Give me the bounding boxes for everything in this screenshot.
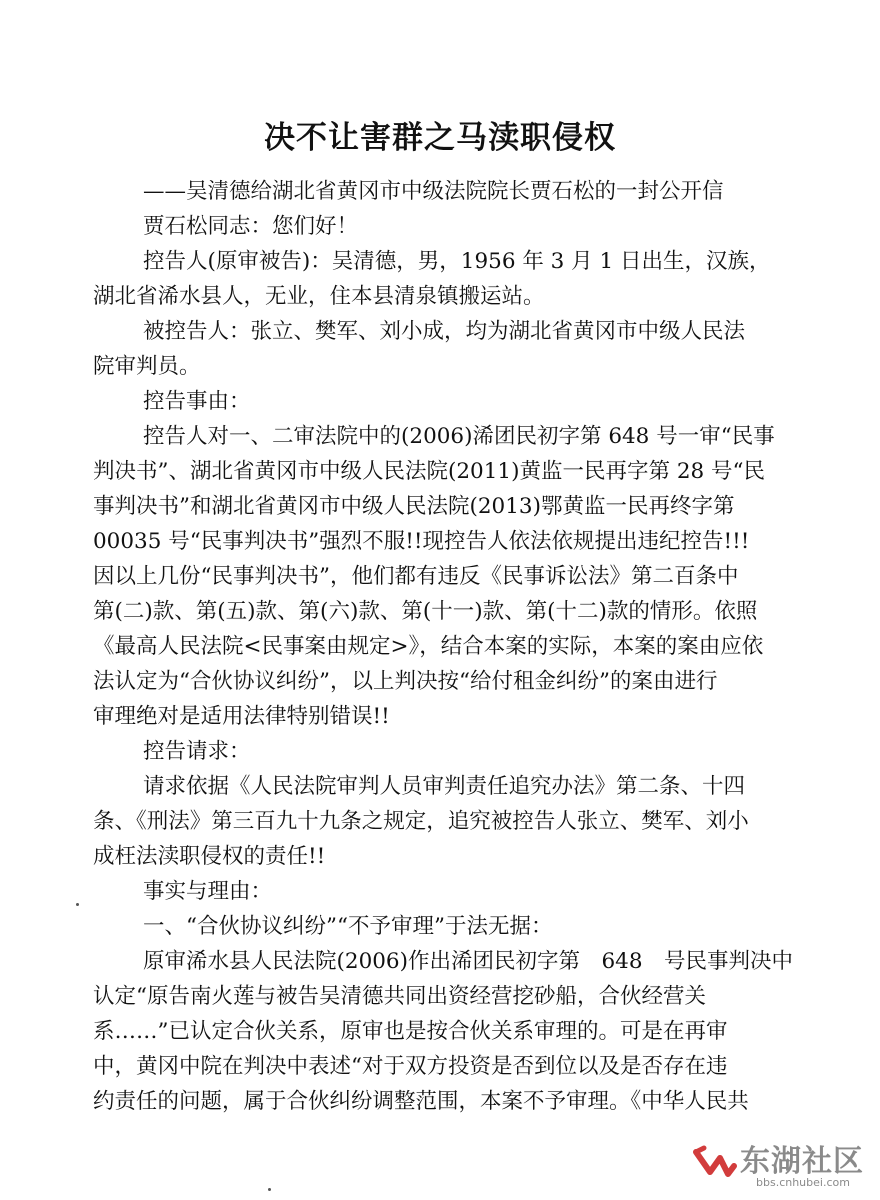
text-line: 因以上几份“民事判决书”，他们都有违反《民事诉讼法》第二百条中 — [93, 564, 739, 589]
text-line: 系……”已认定合伙关系，原审也是按合伙关系审理的。可是在再审 — [93, 1019, 728, 1044]
section-heading: 事实与理由： — [143, 879, 273, 904]
watermark-logo-icon — [690, 1138, 738, 1186]
text-line: 原审浠水县人民法院(2006)作出浠团民初字第 648 号民事判决中 — [143, 949, 794, 974]
text-line: 《最高人民法院<民事案由规定>》，结合本案的实际，本案的案由应依 — [93, 634, 764, 659]
document-title: 决不让害群之马渎职侵权 — [264, 120, 616, 156]
text-line: 请求依据《人民法院审判人员审判责任追究办法》第二条、十四 — [143, 774, 746, 799]
text-line: 第(二)款、第(五)款、第(六)款、第(十一)款、第(十二)款的情形。依照 — [93, 599, 758, 624]
text-line: 成枉法渎职侵权的责任!! — [93, 844, 326, 869]
text-line: 法认定为“合伙协议纠纷”，以上判决按“给付租金纠纷”的案由进行 — [93, 669, 718, 694]
watermark-name: 东湖社区 — [740, 1144, 864, 1179]
section-heading: 控告事由： — [143, 389, 251, 414]
text-line: 湖北省浠水县人，无业，住本县清泉镇搬运站。 — [93, 284, 545, 309]
text-line: 控告人(原审被告)：吴清德，男，1956 年 3 月 1 日出生，汉族， — [143, 249, 771, 274]
text-line: 约责任的问题，属于合伙纠纷调整范围，本案不予审理。《中华人民共 — [93, 1089, 749, 1114]
scan-speck — [76, 903, 79, 906]
text-line: 中，黄冈中院在判决中表述“对于双方投资是否到位以及是否存在违 — [93, 1054, 728, 1079]
salutation-line: 贾石松同志：您们好！ — [143, 214, 359, 239]
text-line: 控告人对一、二审法院中的(2006)浠团民初字第 648 号一审“民事 — [143, 424, 775, 449]
scan-speck — [268, 1188, 271, 1191]
watermark-url: bbs.cnhubei.com — [756, 1176, 850, 1189]
section-heading: 控告请求： — [143, 739, 251, 764]
text-line: 事判决书”和湖北省黄冈市中级人民法院(2013)鄂黄监一民再终字第 — [93, 494, 735, 519]
text-line: 认定“原告南火莲与被告吴清德共同出资经营挖砂船，合伙经营关 — [93, 984, 706, 1009]
subsection-heading: 一、“合伙协议纠纷”“不予审理”于法无据： — [143, 914, 553, 939]
subtitle-line: ——吴清德给湖北省黄冈市中级法院院长贾石松的一封公开信 — [143, 179, 724, 204]
text-line: 判决书”、湖北省黄冈市中级人民法院(2011)黄监一民再字第 28 号“民 — [93, 459, 766, 484]
text-line: 院审判员。 — [93, 354, 201, 379]
text-line: 条、《刑法》第三百九十九条之规定，追究被控告人张立、樊军、刘小 — [93, 809, 749, 834]
text-line: 00035 号“民事判决书”强烈不服!!现控告人依法依规提出违纪控告!!! — [93, 529, 750, 554]
text-line: 审理绝对是适用法律特别错误!! — [93, 704, 390, 729]
text-line: 被控告人：张立、樊军、刘小成，均为湖北省黄冈市中级人民法 — [143, 319, 746, 344]
site-watermark — [690, 1134, 870, 1194]
